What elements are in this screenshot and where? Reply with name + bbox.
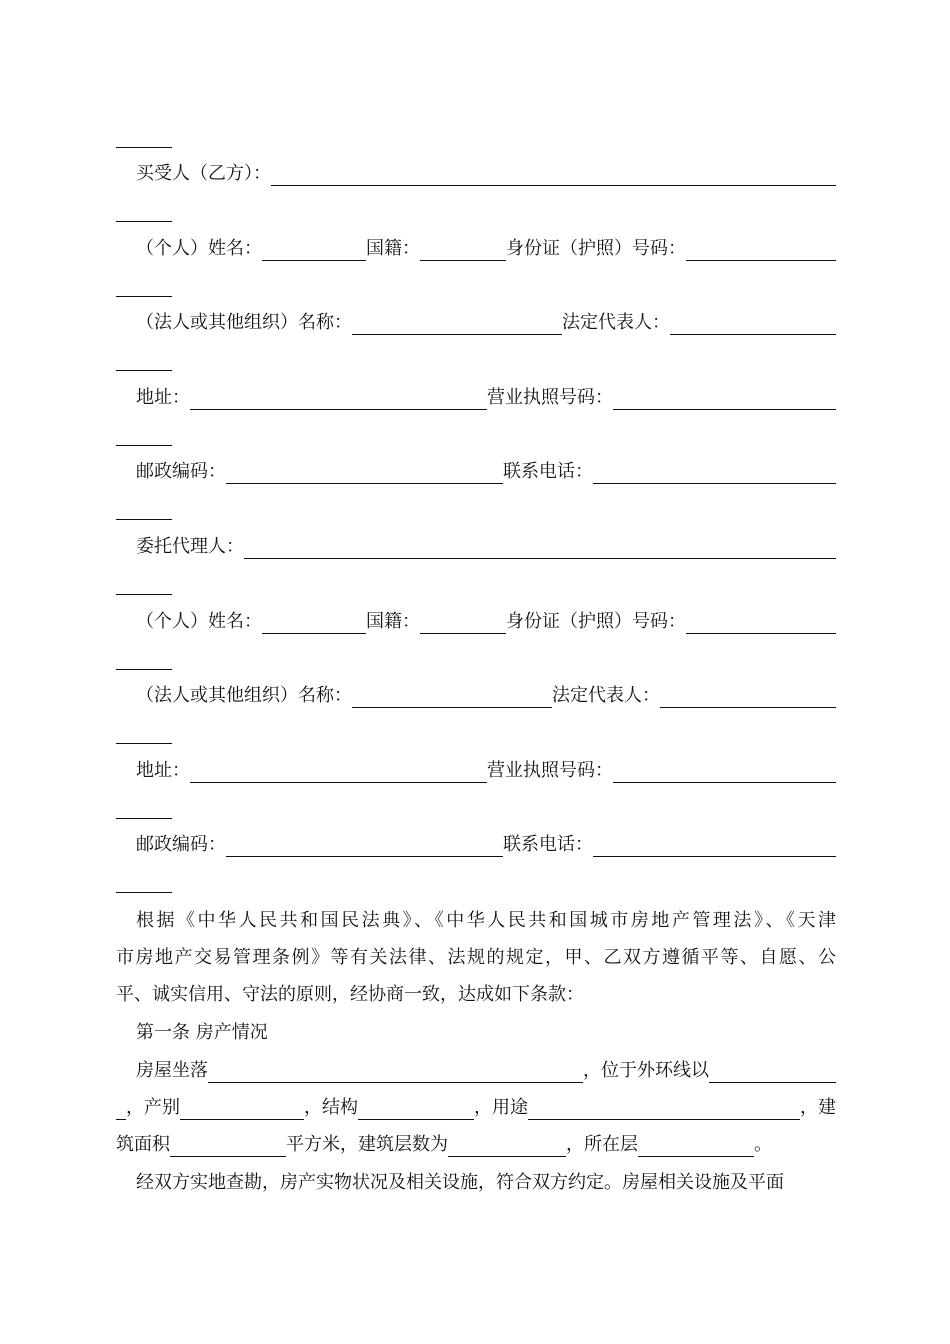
org-name-label: （法人或其他组织）名称： xyxy=(136,685,352,706)
postcode-field[interactable] xyxy=(226,464,503,484)
underline-continuation xyxy=(116,221,172,222)
id-field[interactable] xyxy=(686,241,836,261)
buyer-field[interactable] xyxy=(271,166,836,186)
area-label: 筑面积 xyxy=(116,1134,170,1155)
agent-label: 委托代理人： xyxy=(136,536,244,557)
tenure-label: ，产别 xyxy=(126,1097,180,1118)
legal-rep-label: 法定代表人： xyxy=(562,312,670,333)
property-location-row xyxy=(136,1059,836,1083)
underline-continuation xyxy=(116,445,172,446)
id-label: 身份证（护照）号码： xyxy=(506,611,686,632)
floors-field[interactable] xyxy=(448,1137,566,1157)
phone-label: 联系电话： xyxy=(503,834,593,855)
address-label: 地址： xyxy=(136,760,190,781)
agent-row xyxy=(136,535,836,559)
address-field[interactable] xyxy=(190,763,487,783)
preamble-line: 市房地产交易管理条例》等有关法律、法规的规定，甲、乙双方遵循平等、自愿、公 xyxy=(116,947,836,968)
agent-contact-row xyxy=(136,833,836,857)
postcode-field[interactable] xyxy=(226,837,503,857)
person-name-label: （个人）姓名： xyxy=(136,611,262,632)
area-unit: 平方米，建筑层数为 xyxy=(286,1134,448,1155)
nationality-field[interactable] xyxy=(420,241,506,261)
ring-label: ，位于外环线以 xyxy=(583,1060,709,1081)
inspection-text: 经双方实地查勘，房产实物状况及相关设施，符合双方约定。房屋相关设施及平面 xyxy=(136,1172,784,1193)
underline-continuation xyxy=(116,669,172,670)
structure-field[interactable] xyxy=(358,1100,474,1120)
buyer-address-row xyxy=(136,386,836,410)
buyer-label: 买受人（乙方）： xyxy=(136,163,271,184)
preamble-line: 根据《中华人民共和国民法典》、《中华人民共和国城市房地产管理法》、《天津 xyxy=(136,910,836,931)
preamble-line: 平、诚实信用、守法的原则，经协商一致，达成如下条款： xyxy=(116,984,584,1005)
org-name-label: （法人或其他组织）名称： xyxy=(136,312,352,333)
area-field[interactable] xyxy=(170,1137,286,1157)
ring-field[interactable] xyxy=(709,1063,836,1083)
ring-field-continuation[interactable] xyxy=(116,1100,126,1120)
floor-field[interactable] xyxy=(638,1137,754,1157)
agent-org-row xyxy=(136,684,836,708)
buyer-person-row xyxy=(136,237,836,261)
postcode-label: 邮政编码： xyxy=(136,461,226,482)
underline-continuation xyxy=(116,147,172,148)
article-title xyxy=(136,1021,836,1045)
tenure-field[interactable] xyxy=(180,1100,304,1120)
underline-continuation xyxy=(116,892,172,893)
nationality-label: 国籍： xyxy=(366,611,420,632)
area-prefix: ，建 xyxy=(800,1097,836,1118)
license-label: 营业执照号码： xyxy=(487,760,613,781)
buyer-contact-row xyxy=(136,460,836,484)
person-name-field[interactable] xyxy=(262,241,366,261)
location-label: 房屋坐落 xyxy=(136,1060,208,1081)
address-field[interactable] xyxy=(190,390,487,410)
floor-label: ，所在层 xyxy=(566,1134,638,1155)
underline-continuation xyxy=(116,818,172,819)
preamble-paragraph xyxy=(116,902,836,1013)
postcode-label: 邮政编码： xyxy=(136,834,226,855)
underline-continuation xyxy=(116,519,172,520)
article-title-text: 第一条 房产情况 xyxy=(136,1022,268,1043)
phone-field[interactable] xyxy=(593,837,836,857)
legal-rep-field[interactable] xyxy=(660,688,836,708)
org-name-field[interactable] xyxy=(352,688,552,708)
agent-address-row xyxy=(136,759,836,783)
phone-label: 联系电话： xyxy=(503,461,593,482)
org-name-field[interactable] xyxy=(352,315,562,335)
legal-rep-field[interactable] xyxy=(670,315,836,335)
id-field[interactable] xyxy=(686,614,836,634)
agent-person-row xyxy=(136,610,836,634)
underline-continuation xyxy=(116,743,172,744)
structure-label: ，结构 xyxy=(304,1097,358,1118)
usage-label: ，用途 xyxy=(474,1097,528,1118)
license-field[interactable] xyxy=(613,390,836,410)
underline-continuation xyxy=(116,296,172,297)
phone-field[interactable] xyxy=(593,464,836,484)
id-label: 身份证（护照）号码： xyxy=(506,238,686,259)
property-details-row xyxy=(116,1096,836,1120)
nationality-label: 国籍： xyxy=(366,238,420,259)
property-area-row xyxy=(116,1133,836,1157)
nationality-field[interactable] xyxy=(420,614,506,634)
usage-field[interactable] xyxy=(528,1100,800,1120)
address-label: 地址： xyxy=(136,387,190,408)
agent-field[interactable] xyxy=(244,539,836,559)
buyer-row xyxy=(136,162,836,186)
license-label: 营业执照号码： xyxy=(487,387,613,408)
person-name-label: （个人）姓名： xyxy=(136,238,262,259)
underline-continuation xyxy=(116,370,172,371)
buyer-org-row xyxy=(136,311,836,335)
person-name-field[interactable] xyxy=(262,614,366,634)
underline-continuation xyxy=(116,594,172,595)
license-field[interactable] xyxy=(613,763,836,783)
end-mark: 。 xyxy=(754,1134,772,1155)
legal-rep-label: 法定代表人： xyxy=(552,685,660,706)
location-field[interactable] xyxy=(208,1063,583,1083)
inspection-row xyxy=(136,1171,836,1195)
